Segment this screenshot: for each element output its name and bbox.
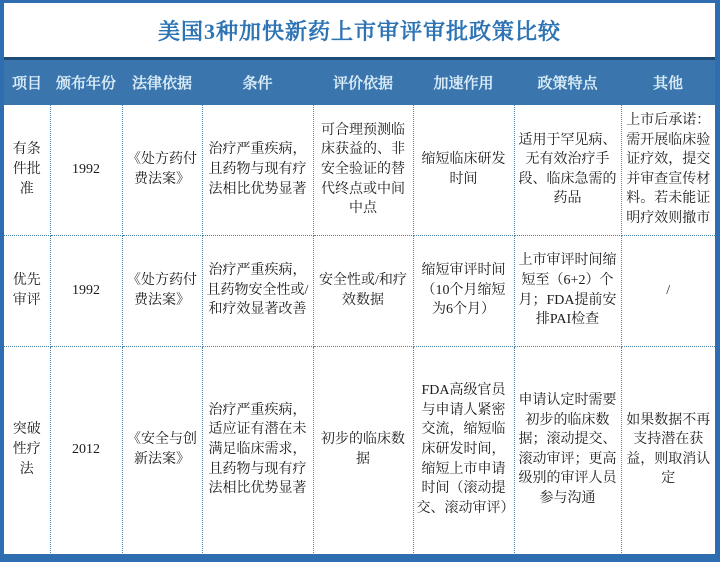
cell-year: 1992 xyxy=(50,105,122,235)
table-row-conditional-approval xyxy=(4,105,715,235)
cell-condition: 治疗严重疾病，适应证有潜在未满足临床需求，且药物与现有疗法相比优势显著 xyxy=(202,346,313,553)
cell-item: 优先审评 xyxy=(4,235,50,346)
cell-item: 突破性疗法 xyxy=(4,346,50,553)
table-header-row xyxy=(4,59,715,106)
col-header-year: 颁布年份 xyxy=(50,59,122,106)
table-row-priority-review xyxy=(4,235,715,346)
table-row-breakthrough-therapy xyxy=(4,346,715,553)
cell-acceleration-effect: 缩短临床研发时间 xyxy=(413,105,514,235)
cell-evaluation-basis: 安全性或/和疗效数据 xyxy=(313,235,413,346)
cell-acceleration-effect: FDA高级官员与申请人紧密交流，缩短临床研发时间，缩短上市申请时间（滚动提交、滚动审评） xyxy=(413,346,514,553)
cell-other: 如果数据不再支持潜在获益，则取消认定 xyxy=(626,412,711,487)
cell-year: 1992 xyxy=(50,235,122,346)
col-header-acceleration-effect: 加速作用 xyxy=(413,59,514,106)
col-header-evaluation-basis: 评价依据 xyxy=(313,59,413,106)
cell-policy-features: 申请认定时需要初步的临床数据；滚动提交、滚动审评；更高级别的审评人员参与沟通 xyxy=(514,346,621,553)
cell-policy-features: 上市审评时间缩短至（6+2）个月；FDA提前安排PAI检查 xyxy=(514,235,621,346)
cell-acceleration-effect: 缩短审评时间（10个月缩短为6个月） xyxy=(413,235,514,346)
col-header-policy-features: 政策特点 xyxy=(514,59,621,106)
col-header-condition: 条件 xyxy=(202,59,313,106)
cell-other: / xyxy=(621,235,715,346)
cell-condition: 治疗严重疾病，且药物安全性或/和疗效显著改善 xyxy=(202,235,313,346)
figure-title-bar xyxy=(4,3,715,57)
cell-policy-features: 适用于罕见病、无有效治疗手段、临床急需的药品 xyxy=(514,105,621,235)
cell-evaluation-basis: 初步的临床数据 xyxy=(313,346,413,553)
cell-other: 上市后承诺：需开展临床验证疗效，提交并审查宣传材料。若未能证明疗效则撤市 xyxy=(621,105,715,235)
cell-legal-basis: 《安全与创新法案》 xyxy=(122,346,202,553)
figure-title: 美国3种加快新药上市审评审批政策比较 xyxy=(157,18,561,44)
cell-legal-basis: 《处方药付费法案》 xyxy=(122,235,202,346)
col-header-item: 项目 xyxy=(4,59,50,106)
policy-comparison-table xyxy=(4,57,715,553)
cell-year: 2012 xyxy=(50,346,122,553)
cell-condition: 治疗严重疾病，且药物与现有疗法相比优势显著 xyxy=(202,105,313,235)
col-header-legal-basis: 法律依据 xyxy=(122,59,202,106)
col-header-other: 其他 xyxy=(621,59,715,106)
cell-legal-basis: 《处方药付费法案》 xyxy=(122,105,202,235)
cell-evaluation-basis: 可合理预测临床获益的、非安全验证的替代终点或中间中点 xyxy=(313,105,413,235)
cell-item: 有条件批准 xyxy=(4,105,50,235)
